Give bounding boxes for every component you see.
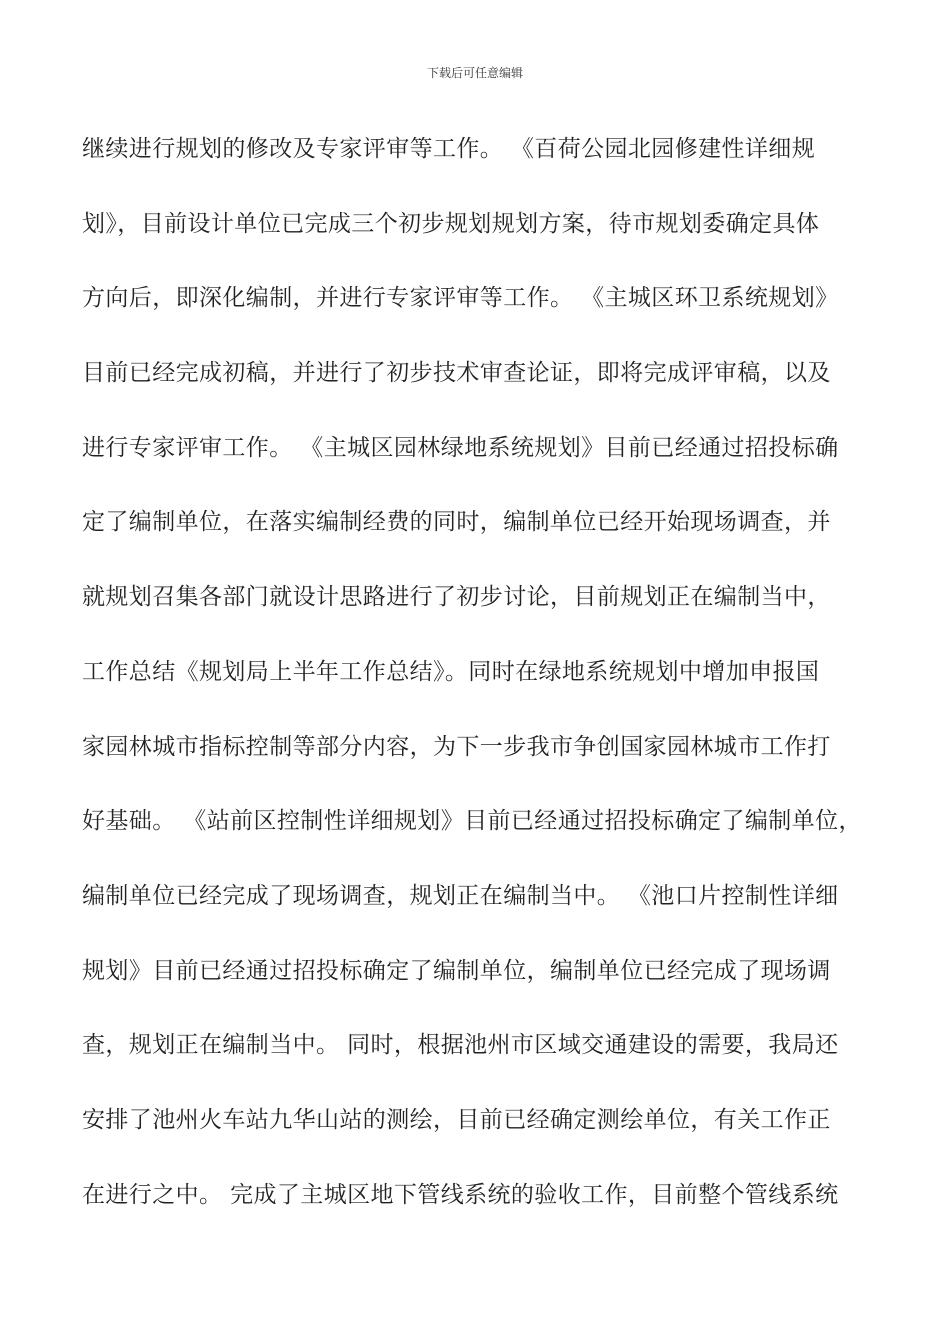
page-header: 下载后可任意编辑 bbox=[426, 66, 523, 80]
text-line: 目前已经完成初稿，并进行了初步技术审查论证，即将完成评审稿，以及 bbox=[82, 360, 831, 387]
text-line: 在进行之中。 完成了主城区地下管线系统的验收工作，目前整个管线系统 bbox=[82, 1181, 839, 1208]
text-line: 方向后，即深化编制，并进行专家评审等工作。 《主城区环卫系统规划》 bbox=[82, 285, 839, 312]
text-line: 就规划召集各部门就设计思路进行了初步讨论，目前规划正在编制当中， bbox=[82, 584, 831, 611]
text-line: 进行专家评审工作。 《主城区园林绿地系统规划》目前已经通过招投标确 bbox=[82, 434, 839, 461]
text-line: 好基础。 《站前区控制性详细规划》目前已经通过招投标确定了编制单位， bbox=[82, 808, 862, 835]
text-line: 定了编制单位，在落实编制经费的同时，编制单位已经开始现场调查，并 bbox=[82, 509, 831, 536]
text-line: 安排了池州火车站九华山站的测绘，目前已经确定测绘单位，有关工作正 bbox=[82, 1106, 831, 1133]
text-line: 规划》目前已经通过招投标确定了编制单位，编制单位已经完成了现场调 bbox=[82, 957, 831, 984]
body-text bbox=[82, 112, 882, 1232]
text-line: 编制单位已经完成了现场调查，规划正在编制当中。 《池口片控制性详细 bbox=[82, 882, 839, 909]
text-line: 工作总结《规划局上半年工作总结》。同时在绿地系统规划中增加申报国 bbox=[82, 658, 820, 685]
text-line: 继续进行规划的修改及专家评审等工作。 《百荷公园北园修建性详细规 bbox=[82, 136, 816, 162]
text-line: 查，规划正在编制当中。 同时，根据池州市区域交通建设的需要，我局还 bbox=[82, 1032, 839, 1059]
text-line: 划》，目前设计单位已完成三个初步规划规划方案，待市规划委确定具体 bbox=[82, 210, 820, 237]
text-line: 家园林城市指标控制等部分内容，为下一步我市争创国家园林城市工作打 bbox=[82, 733, 831, 760]
